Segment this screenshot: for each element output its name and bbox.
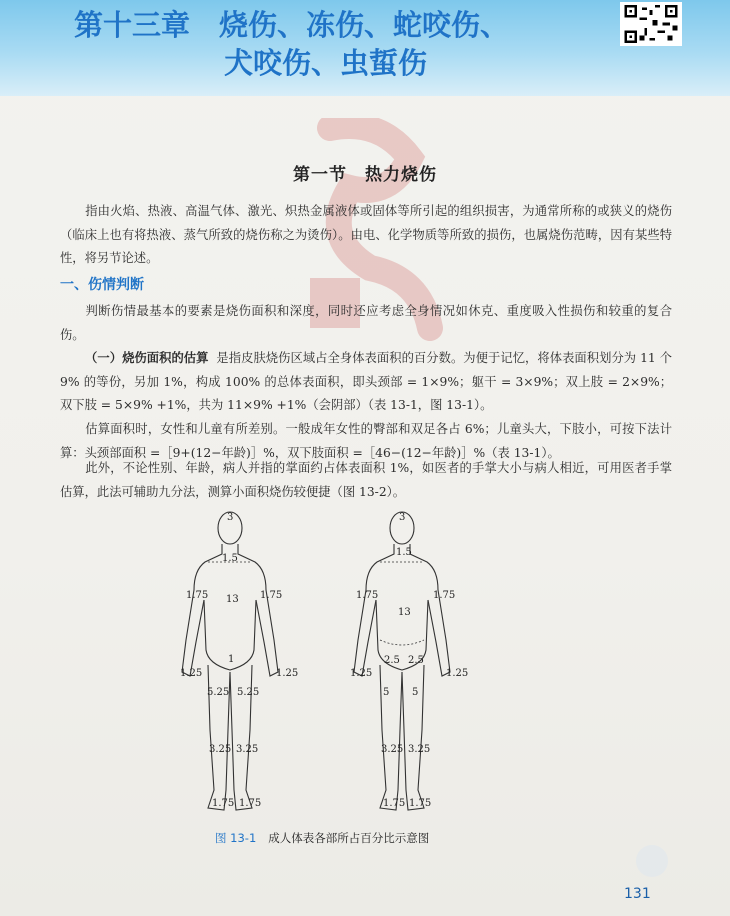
front-label-perineum: 1 xyxy=(228,654,235,665)
back-label-upperarm-right: 1.75 xyxy=(433,590,456,601)
subheading-injury-assessment: 一、伤情判断 xyxy=(60,277,144,293)
chapter-title-line2: 犬咬伤、虫蜇伤 xyxy=(224,46,428,80)
body-surface-figure xyxy=(150,500,570,830)
front-label-leg-right: 3.25 xyxy=(236,744,259,755)
front-label-head: 3 xyxy=(227,512,234,523)
back-label-forearm-left: 1.25 xyxy=(350,668,373,679)
estimate-paragraph xyxy=(60,347,672,418)
section-title: 第一节 热力烧伤 xyxy=(293,165,437,185)
figure-caption-text: 成人体表各部所占百分比示意图 xyxy=(268,831,430,845)
child-text: 估算面积时，女性和儿童有所差别。一般成年女性的臀部和双足各占 6%；儿童头大，下肢小，可按下法计算：头颈部面积 =［9+(12−年龄)］%，双下肢面积 =［46−(12−年龄)］%（表 13-1）。 xyxy=(60,422,672,460)
back-label-leg-left: 3.25 xyxy=(381,744,404,755)
front-label-trunk: 13 xyxy=(226,594,239,605)
front-label-foot-left: 1.75 xyxy=(212,798,235,809)
judge-text: 判断伤情最基本的要素是烧伤面积和深度，同时还应考虑全身情况如休克、重度吸入性损伤和较重的复合伤。 xyxy=(60,304,672,342)
front-label-upperarm-left: 1.75 xyxy=(186,590,209,601)
back-label-trunk: 13 xyxy=(398,607,411,618)
back-label-foot-right: 1.75 xyxy=(409,798,432,809)
front-label-thigh-left: 5.25 xyxy=(207,687,230,698)
figure-caption-number: 图 13-1 xyxy=(215,831,257,845)
corner-decoration xyxy=(636,845,668,877)
intro-text: 指由火焰、热液、高温气体、激光、炽热金属液体或固体等所引起的组织损害，为通常所称的或狭义的烧伤（临床上也有将热液、蒸气所致的烧伤称之为烫伤）。由电、化学物质等所致的损伤，也属烧伤范畴，因有某些特性，将另节论述。 xyxy=(60,204,672,265)
back-label-head: 3 xyxy=(399,512,406,523)
chapter-title xyxy=(74,6,544,82)
front-label-leg-left: 3.25 xyxy=(209,744,232,755)
back-label-thigh-right: 5 xyxy=(412,687,419,698)
estimate-label: （一）烧伤面积的估算 xyxy=(85,351,209,365)
back-label-thigh-left: 5 xyxy=(383,687,390,698)
front-label-forearm-right: 1.25 xyxy=(276,668,299,679)
back-label-neck: 1.5 xyxy=(396,547,412,558)
back-label-buttock-right: 2.5 xyxy=(408,655,424,666)
back-label-foot-left: 1.75 xyxy=(383,798,406,809)
intro-paragraph xyxy=(60,200,672,271)
chapter-title-line1: 第十三章 烧伤、冻伤、蛇咬伤、 xyxy=(74,8,510,42)
front-label-foot-right: 1.75 xyxy=(239,798,262,809)
front-label-forearm-left: 1.25 xyxy=(180,668,203,679)
body-diagram-svg xyxy=(150,500,570,830)
palm-paragraph xyxy=(60,457,672,504)
figure-caption xyxy=(215,830,429,846)
qr-code-icon[interactable] xyxy=(620,2,682,46)
page-number: 131 xyxy=(624,886,651,902)
front-label-upperarm-right: 1.75 xyxy=(260,590,283,601)
front-label-neck: 1.5 xyxy=(222,553,238,564)
judge-paragraph xyxy=(60,300,672,347)
estimate-text: 是指皮肤烧伤区域占全身体表面积的百分数。为便于记忆，将体表面积划分为 11 个 9% 的等份，另加 1%，构成 100% 的总体表面积，即头颈部 = 1×9%；躯干 = 3×9%；双上肢 = 2×9%；双下肢 = 5×9% +1%，共为 11×9% +1%（会阴部）（表 13-1，图 13-1）。 xyxy=(60,351,672,412)
back-label-upperarm-left: 1.75 xyxy=(356,590,379,601)
back-label-forearm-right: 1.25 xyxy=(446,668,469,679)
palm-text: 此外，不论性别、年龄，病人并指的掌面约占体表面积 1%，如医者的手掌大小与病人相近，可用医者手掌估算，此法可辅助九分法，测算小面积烧伤较便捷（图 13-2）。 xyxy=(60,461,672,499)
back-label-buttock-left: 2.5 xyxy=(384,655,400,666)
front-label-thigh-right: 5.25 xyxy=(237,687,260,698)
back-label-leg-right: 3.25 xyxy=(408,744,431,755)
